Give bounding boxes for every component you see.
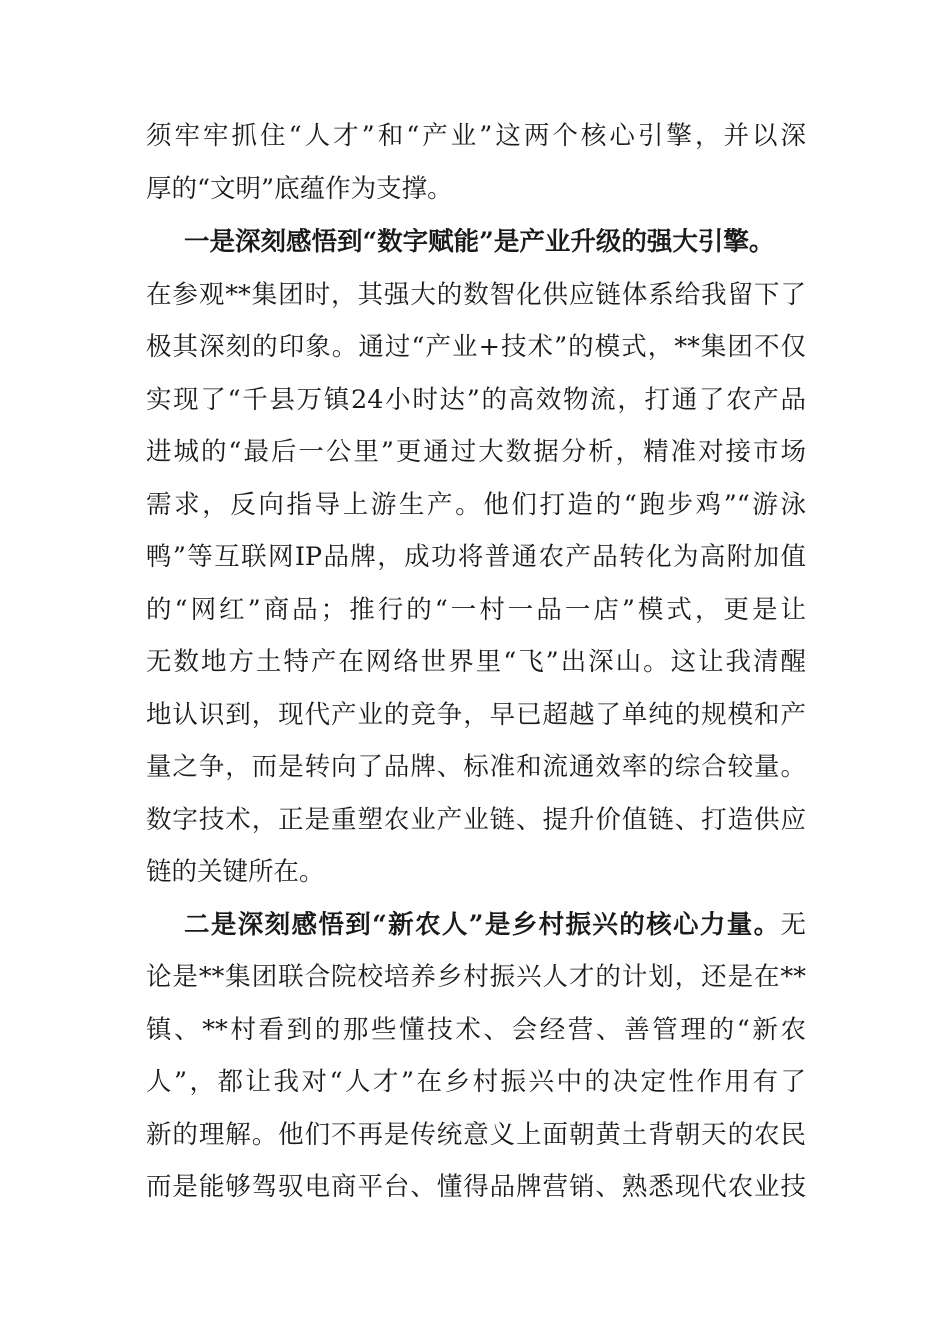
- paragraph-line: 论是**集团联合院校培养乡村振兴人才的计划，还是在**: [146, 962, 806, 992]
- paragraph-line: 极其深刻的印象。通过“产业+技术”的模式，**集团不仅: [146, 332, 806, 362]
- section-heading-bold: 二是深刻感悟到“新农人”是乡村振兴的核心力量。: [184, 910, 781, 940]
- paragraph-line: 而是能够驾驭电商平台、懂得品牌营销、熟悉现代农业技: [146, 1172, 806, 1202]
- section-heading-digital-empowerment: 一是深刻感悟到“数字赋能”是产业升级的强大引擎。: [184, 227, 775, 257]
- paragraph-line: 进城的“最后一公里”更通过大数据分析，精准对接市场: [146, 437, 806, 467]
- paragraph-line: 无数地方土特产在网络世界里“飞”出深山。这让我清醒: [146, 647, 806, 677]
- paragraph-line: 镇、**村看到的那些懂技术、会经营、善管理的“新农: [146, 1015, 806, 1045]
- paragraph-line: 须牢牢抓住“人才”和“产业”这两个核心引擎，并以深: [146, 121, 806, 151]
- paragraph-line: 厚的“文明”底蕴作为支撑。: [146, 174, 453, 204]
- paragraph-line: 地认识到，现代产业的竞争，早已超越了单纯的规模和产: [146, 700, 806, 730]
- section-heading-tail: 无: [780, 910, 806, 940]
- paragraph-line: 量之争，而是转向了品牌、标准和流通效率的综合较量。: [146, 752, 806, 782]
- paragraph-line: 人”，都让我对“人才”在乡村振兴中的决定性作用有了: [146, 1067, 806, 1097]
- section-heading-new-farmers: [184, 905, 806, 945]
- paragraph-line: 需求，反向指导上游生产。他们打造的“跑步鸡”“游泳: [146, 490, 806, 520]
- paragraph-line: 新的理解。他们不再是传统意义上面朝黄土背朝天的农民: [146, 1120, 806, 1150]
- paragraph-line: 实现了“千县万镇24小时达”的高效物流，打通了农产品: [146, 385, 806, 415]
- paragraph-line: 链的关键所在。: [146, 857, 325, 887]
- paragraph-line: 数字技术，正是重塑农业产业链、提升价值链、打造供应: [146, 805, 806, 835]
- paragraph-line: 的“网红”商品；推行的“一村一品一店”模式，更是让: [146, 595, 806, 625]
- paragraph-line: 鸭”等互联网IP品牌，成功将普通农产品转化为高附加值: [146, 542, 806, 572]
- paragraph-line: 在参观**集团时，其强大的数智化供应链体系给我留下了: [146, 280, 806, 310]
